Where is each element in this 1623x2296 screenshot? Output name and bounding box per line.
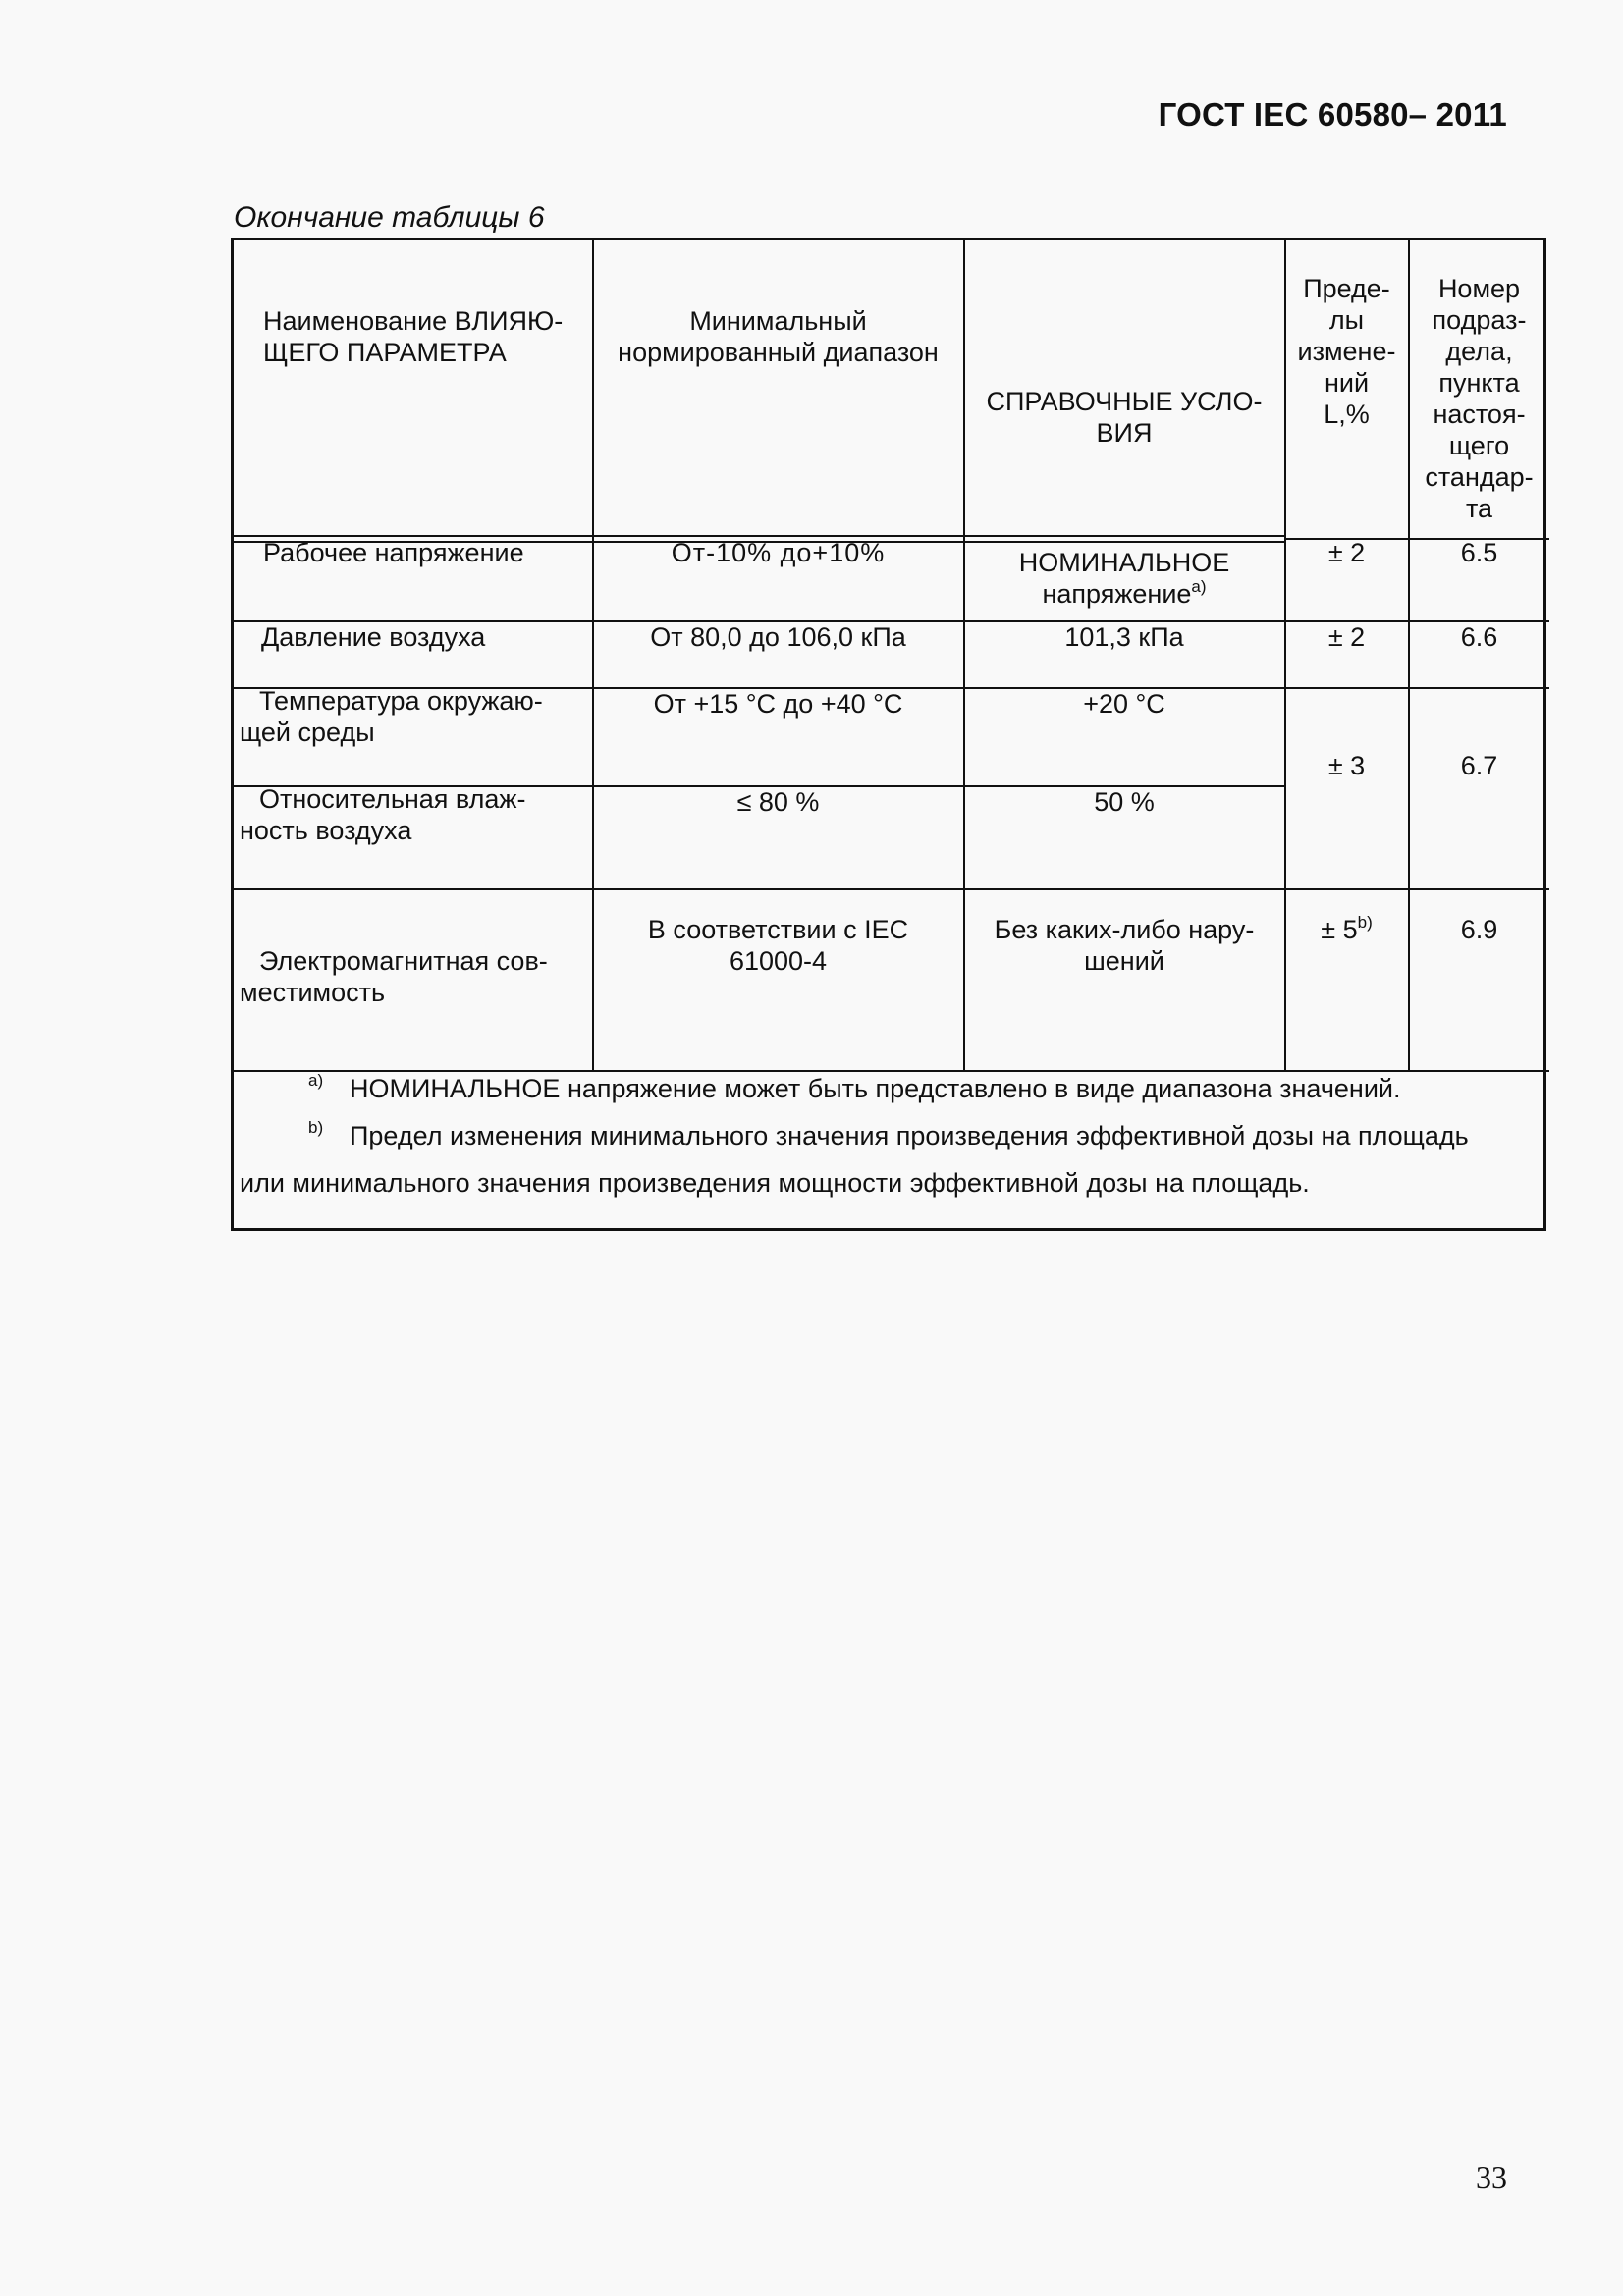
header-clause: Номер подраз- дела, пункта настоя- щего стандар- та (1425, 274, 1534, 523)
row-pressure-param: Давление воздуха (261, 622, 486, 652)
header-reference-conditions: СПРАВОЧНЫЕ УСЛО- ВИЯ (986, 387, 1263, 448)
header-limits: Преде- лы измене- ний L,% (1297, 274, 1396, 429)
row-emc-clause: 6.9 (1460, 915, 1498, 944)
row-humidity-range: ≤ 80 % (736, 787, 820, 817)
footnote-ref-b: b) (1357, 913, 1373, 932)
row-temp-humidity-limits: ± 3 (1327, 751, 1366, 780)
row-humidity-reference: 50 % (1094, 787, 1155, 817)
influence-parameters-table (231, 238, 1546, 1231)
row-pressure-clause: 6.6 (1460, 622, 1498, 652)
row-temp-humidity-clause: 6.7 (1460, 751, 1498, 780)
row-emc-reference: Без каких-либо нару- шений (994, 915, 1255, 976)
page-number: 33 (1476, 2160, 1507, 2195)
row-voltage-reference: НОМИНАЛЬНОЕ напряжение$^{a)}$ (1018, 548, 1230, 609)
footnote-b-line1: Предел изменения минимального значения произведения эффективной дозы на площадь (350, 1121, 1469, 1150)
row-voltage-clause: 6.5 (1460, 538, 1498, 567)
row-humidity-param: Относительная влаж- ность воздуха (240, 784, 526, 845)
row-divider (234, 1070, 1549, 1072)
row-temperature-param: Температура окружаю- щей среды (240, 686, 543, 747)
row-emc-range: В соответствии с IEC 61000-4 (647, 915, 909, 976)
table-caption: Окончание таблицы 6 (234, 201, 545, 234)
row-pressure-limits: ± 2 (1327, 622, 1366, 652)
footnote-b-mark: b) (308, 1118, 324, 1137)
row-emc-limits: ± $5^{b)}$ (1321, 913, 1373, 944)
footnote-ref-a: a) (1191, 577, 1207, 596)
row-divider (234, 888, 1549, 890)
row-pressure-range: От 80,0 до 106,0 кПа (650, 622, 906, 652)
row-voltage-limits: ± 2 (1327, 538, 1366, 567)
footnote-b-line2: или минимального значения произведения мощности эффективной дозы на площадь. (240, 1168, 1310, 1198)
row-temperature-range: От +15 °С до +40 °С (653, 689, 903, 719)
row-voltage-range: От-10% до+10% (671, 538, 886, 567)
row-temperature-reference: +20 °С (1083, 689, 1165, 719)
row-emc-param: Электромагнитная сов- местимость (240, 946, 548, 1007)
footnote-a-text: НОМИНАЛЬНОЕ напряжение может быть представлено в виде диапазона значений. (350, 1074, 1401, 1103)
row-pressure-reference: 101,3 кПа (1064, 622, 1184, 652)
header-range: Минимальный нормированный диапазон (618, 306, 939, 367)
header-param: Наименование ВЛИЯЮ- ЩЕГО ПАРАМЕТРА (263, 306, 564, 367)
footnote-a-mark: a) (308, 1071, 324, 1090)
document-header: ГОСТ IEC 60580– 2011 (1158, 96, 1507, 133)
row-voltage-param: Рабочее напряжение (263, 538, 524, 567)
